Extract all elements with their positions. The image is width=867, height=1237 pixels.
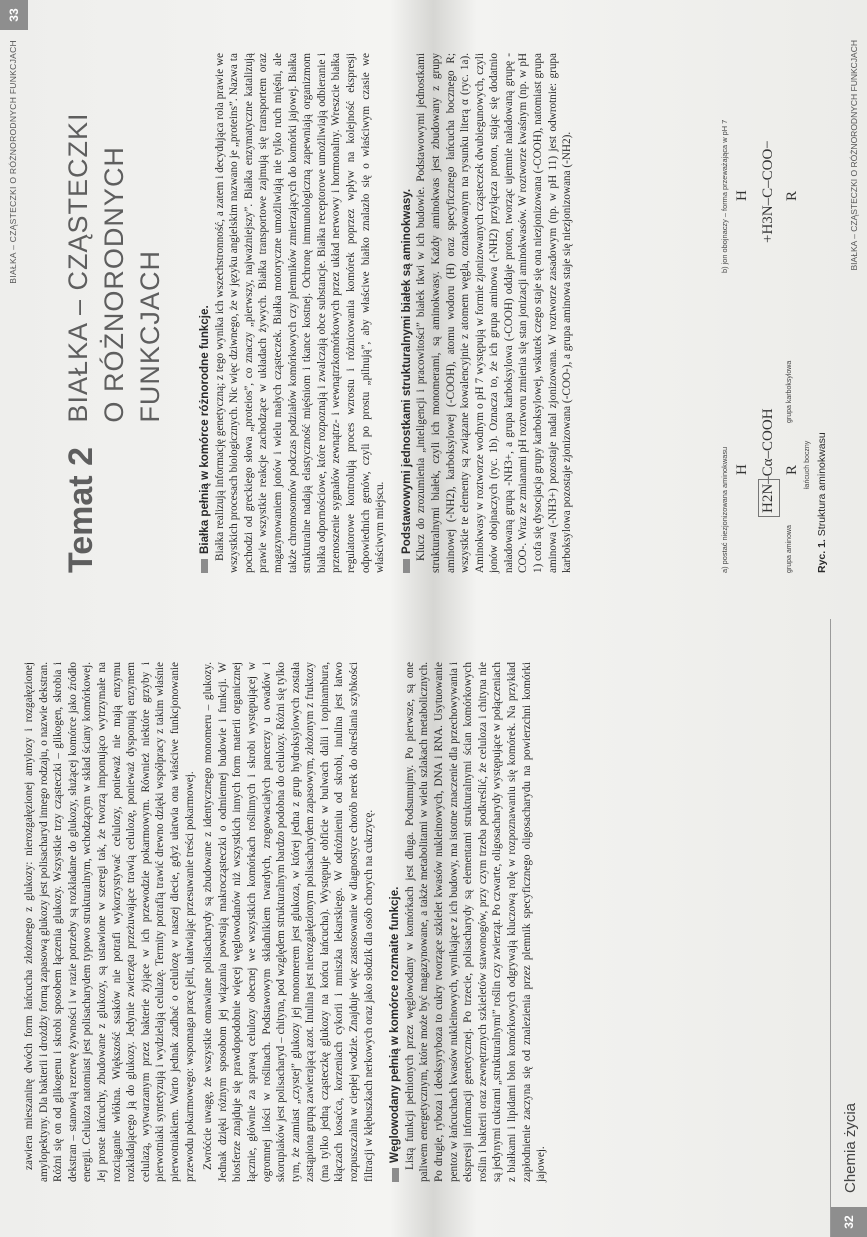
figure-amino-acid-structure xyxy=(720,43,830,573)
paragraph-protein-functions: Białka realizują informację genetyczną; z tego wynika ich wszechstronność, a zatem i decydująca rola prawie we wszystkich procesach biologicznych. Nic więc dziwnego, że w języku angielskim nazwano je „proteins”. Nazwa ta pochodzi od greckiego słowa „proteios”, co znaczy „pierwszy, najważniejszy”. Białka enzymatyczne katalizują prawie wszystkie reakcje zachodzące w układach żywych. Białka transportowe zajmują się transportem oraz magazynowaniem jonów i wielu małych cząsteczek. Białka motoryczne umożliwiają nie tylko ruch mięśni, ale także chromosomów podczas podziałów komórkowych czy plemników zmierzających do komórki jajowej. Białka strukturalne nadają elastyczność mięśniom i tkance kostnej. Ochronę immunologiczną zapewniają organizmom białka odpornościowe, które rozpoznają i zwalczają obce substancje. Białka receptorowe umożliwiają odbieranie i przenoszenie sygnałów zewnątrz- i wewnątrzkomórkowych przez układ nerwowy i hormonalny. Wreszcie białka regulatorowe kontrolują proces wzrostu i różnicowania komórek poprzez wpływ na kolejność ekspresji odpowiednich genów, czyli po prostu „pilnują”, aby właściwe białko znalazło się o właściwym czasie we właściwym miejscu. xyxy=(213,53,387,573)
atom-h-a: H xyxy=(734,464,750,475)
journal-name: Chemia życia xyxy=(842,1102,859,1193)
topic-title-line-3: FUNKCJACH xyxy=(135,250,165,423)
figure-subtitle-b: b) jon obojnaczy – forma przeważająca w pH 7 xyxy=(720,119,729,273)
caption-text: Struktura aminokwasu xyxy=(816,432,828,537)
heading-protein-functions: Białka pełnią w komórce różnorodne funkcje. xyxy=(198,53,213,573)
running-header: BIAŁKA – CZĄSTECZKI O RÓŻNORODNYCH FUNKCJACH xyxy=(8,40,18,284)
formula-zwitterion: +H3N–C–COO− xyxy=(760,140,776,243)
paragraph-polysaccharides: zawiera mieszaninę dwóch form łańcucha złożonego z glukozy: nierozgałęzionej amylozy i rozgałęzionej amylopektyny. Dla bakterii i drożdży formą zapasową glukozy jest polisacharyd innego rodzaju, o nazwie dekstran. Różni się on od glikogenu i skrobi sposobem łączenia glukozy. Wszystkie trzy cząsteczki – glikogen, skrobia i dekstran – stanowią rezerwę żywności i w razie potrzeby są rozkładane do glukozy, służącej komórce jako źródło energii. Celuloza natomiast jest polisacharydem typowo strukturalnym, wchodzącym w skład ściany komórkowej. Jej proste łańcuchy, zbudowane z glukozy, są ustawione w szeregi tak, że tworzą imponująco wytrzymałe na rozciąganie włókna. Większość ssaków nie potrafi wykorzystywać celulozy, ponieważ nie mają enzymu rozkładającego ją do glukozy. Jedynie zwierzęta przeżuwające trawią celulozę, ponieważ dysponują enzymem celulazą, wytwarzanym przez bakterie żyjące w ich przewodzie pokarmowym. Również niektóre grzyby i pierwotniaki syntetyzują i wydzielają celulazę. Termity potrafią trawić drewno dzięki współpracy z takim właśnie pierwotniakiem. Warto jednak zadbać o celulozę w naszej diecie, gdyż ułatwia ona właściwe funkcjonowanie przewodu pokarmowego: wspomaga pracę jelit, ułatwiając przesuwanie treści pokarmowej. xyxy=(23,662,196,1182)
label-amino-group: grupa aminowa xyxy=(786,525,793,573)
amino-group-box xyxy=(758,479,780,517)
topic-title xyxy=(60,112,168,422)
heading-amino-acids: Podstawowymi jednostkami strukturalnymi białek są aminokwasy. xyxy=(400,53,415,573)
topic-heading xyxy=(60,112,168,573)
page-32 xyxy=(0,619,867,1237)
left-text-column xyxy=(22,662,549,1182)
atom-r-b: R xyxy=(784,190,800,201)
caption-label: Ryc. 1. xyxy=(816,539,828,573)
paragraph-glucose-monomer: Zwróćcie uwagę, że wszystkie omawiane polisacharydy są zbudowane z identycznego monomeru – glukozy. Jednak dzięki różnym sposobom jej wiązania powstają makrocząsteczki o odmiennej budowie i funkcji. W biosferze znajduje się prawdopodobnie więcej węglowodanów niż wszystkich innych form materii organicznej łącznie, głównie za sprawą celulozy obecnej we wszystkich komórkach roślinnych i skrobi występującej w ogromnej ilości w roślinach. Podstawowym składnikiem twardych, zrogowaciałych pancerzy u owadów i skorupiaków jest polisacharyd – chityna, pod względem strukturalnym bardzo podobna do celulozy. Różni się tylko tym, że zamiast „czystej” glukozy jej monomerem jest glukoza, w której jedna z grup hydroksylowych została zastąpiona grupą zawierającą azot. Inulina jest nierozgałęzionym polisacharydem zapasowym, złożonym z fruktozy (ma tylko jedną cząsteczkę glukozy na końcu łańcucha). Występuje obficie w bulwach dalii i topinambura, kłączach kosaćca, korzeniach cykorii i mniszka lekarskiego. W odróżnieniu od skrobi, inulina jest łatwo rozpuszczalna w ciepłej wodzie. Znajduje więc zastosowanie w diagnostyce chorób nerek do określania szybkości filtracji w kłębuszkach nerkowych oraz jako słodzik dla osób chorych na cukrzycę. xyxy=(202,662,375,1182)
page-number-32: 32 xyxy=(831,1207,867,1237)
figure-caption xyxy=(816,432,828,573)
atom-h-b: H xyxy=(734,190,750,201)
page-number-33: 33 xyxy=(0,0,28,30)
right-footer: BIAŁKA – CZĄSTECZKI O RÓŻNORODNYCH FUNKCJACH xyxy=(849,40,859,271)
figure-subtitle-a: a) postać niezjonizowana aminokwasu xyxy=(720,446,729,573)
label-carboxyl-group: grupa karboksylowa xyxy=(786,360,793,423)
topic-title-line-1: BIAŁKA – CZĄSTECZKI xyxy=(63,112,93,423)
paragraph-amino-acids: Klucz do zrozumienia „inteligencji i pracowitości” białek tkwi w ich budowie. Podstawowymi jednostkami strukturalnymi białek, czyli ich monomerami, są aminokwasy. Każdy aminokwas jest zbudowany z grupy aminowej (-NH2), karboksylowej (-COOH), atomu wodoru (H) oraz specyficznego łańcucha bocznego R; wszystkie te elementy są związane kowalencyjnie z atomem węgla, oznakowanym na rysunku literą α (ryc. 1a). Aminokwasy w roztworze wodnym o pH 7 występują w formie zjonizowanych cząsteczek dwubiegunowych, czyli jonów obojnaczych (ryc. 1b). Oznacza to, że ich grupa aminowa (-NH2) przyłącza proton, stając się dodatnio naładowaną grupą -NH3+, a grupa karboksylowa (-COOH) oddaje proton, tworząc ujemnie naładowaną grupę -COO-. Wraz ze zmianami pH roztworu zmienia się stan jonizacji aminokwasów. W roztworze kwaśnym (np. w pH 1) cofa się dysocjacja grupy karboksylowej, wskutek czego staje się ona niezjonizowana (-COOH), natomiast grupa aminowa (-NH3+) pozostaje nadal zjonizowana. W roztworze zasadowym (np. w pH 11) jest odwrotnie: grupa karboksylowa pozostaje zjonizowana (-COO-), a grupa aminowa staje się niezjonizowana (-NH2). xyxy=(415,53,574,573)
right-text-column xyxy=(198,53,575,573)
right-header xyxy=(0,0,28,618)
topic-title-line-2: O RÓŻNORODNYCH xyxy=(99,146,129,423)
page-33 xyxy=(0,0,867,618)
topic-label: Temat 2 xyxy=(62,447,100,573)
paragraph-carbohydrate-functions: Listą funkcji pełnionych przez węglowodany w komórkach jest długa. Podsumujmy. Po pierwsze, są one paliwem energetycznym, które może być magazynowane, a także metabolitami w wielu szlakach metabolicznych. Po drugie, ryboza i deoksyryboza to cukry tworzące szkielet kwasów nukleinowych, DNA i RNA. Usytuowanie pentoz w łańcuchach kwasów nukleinowych, wynikające z ich budowy, ma istotne znaczenie dla przechowywania i ekspresji informacji genetycznej. Po trzecie, polisacharydy są elementami strukturalnymi ścian komórkowych roślin i bakterii oraz zewnętrznych szkieletów stawonogów, przy czym trzeba podkreślić, że celuloza i chityna nie są jedynymi cukrami „strukturalnymi” roślin czy zwierząt. Po czwarte, oligosacharydy występujące w połączeniach z białkami i lipidami błon komórkowych odgrywają kluczową rolę w rozpoznawaniu się komórek. Na przykład zapłodnienie zaczyna się od znalezienia przez plemnik specyficznego oligosacharydu na powierzchni komórki jajowej. xyxy=(403,662,548,1182)
left-footer xyxy=(830,619,867,1237)
label-side-chain: łańcuch boczny xyxy=(804,440,811,489)
heading-carbohydrate-functions: Węglowodany pełnią w komórce rozmaite funkcje. xyxy=(388,662,403,1182)
formula-unionized: H2N–Cα–COOH xyxy=(760,408,776,513)
atom-r-a: R xyxy=(784,464,800,475)
